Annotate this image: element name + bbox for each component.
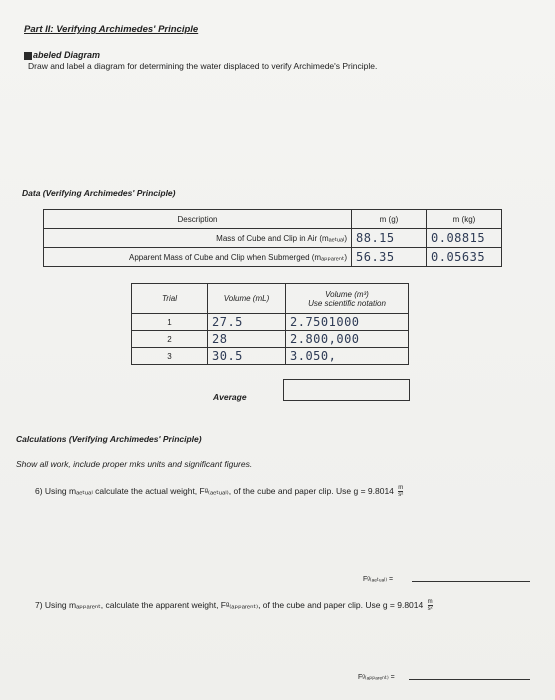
unit-fraction [428,599,433,612]
mass-header-g: m (g) [352,210,427,229]
answer-label-apparent: Fᵍ₍ₐₚₚₐᵣₑₙₜ₎ = [358,674,395,681]
part-title: Part II: Verifying Archimedes' Principle [24,24,199,35]
unit-numerator: m [427,599,433,605]
table-row [44,229,502,248]
answer-line-apparent[interactable] [409,679,530,680]
volume-table-header [132,284,409,314]
answer-line-actual[interactable] [412,581,530,582]
labeled-diagram-instruction: Draw and label a diagram for determining the water displaced to verify Archimede's Principle. [28,61,378,71]
mass-header-kg: m (kg) [427,210,502,229]
table-row [132,314,409,331]
mass-table-header [44,210,502,229]
volume-table [131,283,409,365]
labeled-diagram-heading [24,50,100,60]
volume-header-trial: Trial [132,284,208,314]
volume-row-ml[interactable]: 28 [208,331,286,348]
unit-denominator: s² [398,492,404,498]
table-row [132,348,409,365]
volume-row-ml[interactable]: 30.5 [208,348,286,365]
mass-row-label: Mass of Cube and Clip in Air (mₐₑₜᵤₐₗ) [44,229,352,248]
question-7 [35,599,433,612]
mass-row-g[interactable]: 56.35 [352,248,427,267]
mass-row-kg[interactable]: 0.08815 [427,229,502,248]
unit-denominator: s² [427,606,433,612]
volume-row-m3[interactable]: 2.800,000 [286,331,409,348]
mass-header-description: Description [44,210,352,229]
unit-numerator: m [398,485,404,491]
volume-row-trial: 1 [132,314,208,331]
volume-row-m3[interactable]: 2.7501000 [286,314,409,331]
labeled-diagram-heading-text: abeled Diagram [33,50,101,60]
average-label: Average [213,392,247,402]
mass-row-kg[interactable]: 0.05635 [427,248,502,267]
average-input-box[interactable] [283,379,410,401]
volume-row-m3[interactable]: 3.050, [286,348,409,365]
mass-row-label: Apparent Mass of Cube and Clip when Submerged (mₐₚₚₐᵣₑₙₜ) [44,248,352,267]
table-row [44,248,502,267]
answer-label-actual: Fᵍ₍ₐₑₜᵤₐₗ₎ = [363,576,394,583]
mass-row-g[interactable]: 88.15 [352,229,427,248]
table-row [132,331,409,348]
calculations-instruction: Show all work, include proper mks units and significant figures. [16,459,253,469]
volume-header-m3 [286,284,409,314]
volume-row-trial: 3 [132,348,208,365]
question-6-text: 6) Using mₐₑₜᵤₐₗ calculate the actual weight, Fᵍ₍ₐₑₜᵤₐₗ₎, of the cube and paper clip. Use g = 9.8014 [35,485,394,496]
data-heading: Data (Verifying Archimedes' Principle) [22,188,176,198]
volume-header-m3-sub: Use scientific notation [308,298,386,308]
mass-table [43,209,502,267]
calculations-heading: Calculations (Verifying Archimedes' Principle) [16,434,202,444]
volume-header-ml: Volume (mL) [208,284,286,314]
question-6 [35,485,403,498]
redaction-mark [24,52,32,60]
volume-row-ml[interactable]: 27.5 [208,314,286,331]
question-7-text: 7) Using mₐₚₚₐᵣₑₙₜ, calculate the apparent weight, Fᵍ₍ₐₚₚₐᵣₑₙₜ₎, of the cube and paper clip. Use g = 9.8014 [35,599,424,610]
volume-header-m3-title: Volume (m³) [325,289,369,299]
unit-fraction [398,485,403,498]
volume-row-trial: 2 [132,331,208,348]
